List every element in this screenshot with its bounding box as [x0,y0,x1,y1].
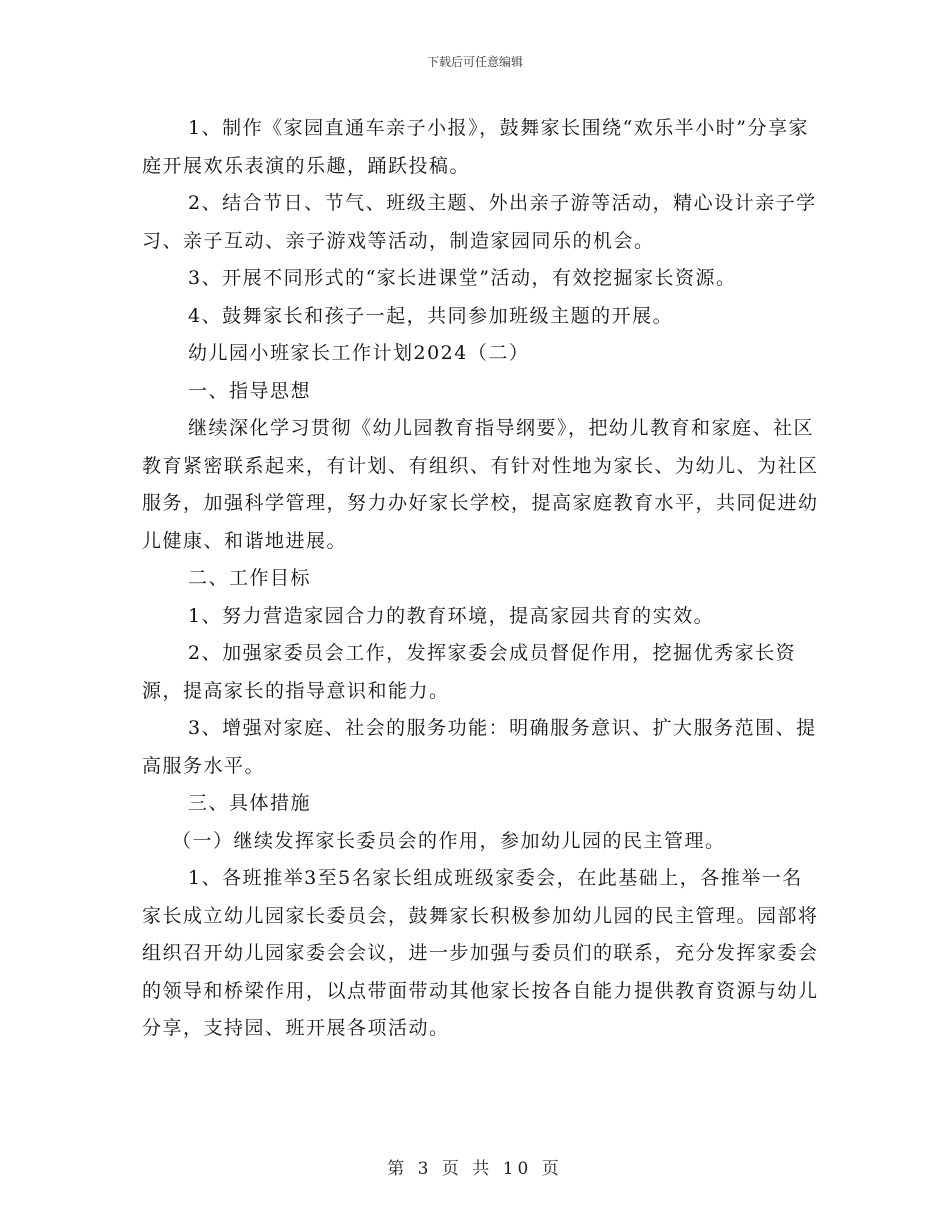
paragraph: 3、增强对家庭、社会的服务功能：明确服务意识、扩大服务范围、提高服务水平。 [142,717,817,777]
paragraph: 2、结合节日、节气、班级主题、外出亲子游等活动，精心设计亲子学习、亲子互动、亲子游戏等活动，制造家园同乐的机会。 [142,192,817,252]
document-body [142,110,822,1048]
paragraph: 1、制作《家园直通车亲子小报》，鼓舞家长围绕“欢乐半小时”分享家庭开展欢乐表演的乐趣，踊跃投稿。 [142,117,810,177]
section-title: 幼儿园小班家长工作计划2024（二） [188,342,530,364]
paragraph: 1、努力营造家园合力的教育环境，提高家园共育的实效。 [188,604,715,627]
section-heading: 一、指导思想 [188,379,312,402]
page-number: 第 3 页 共 10 页 [387,1159,563,1179]
paragraph: 2、加强家委员会工作，发挥家委会成员督促作用，挖掘优秀家长资源，提高家长的指导意识和能力。 [142,642,797,702]
subsection-heading: （一）继续发挥家长委员会的作用，参加幼儿园的民主管理。 [172,829,726,852]
paragraph: 1、各班推举3至5名家长组成班级家委会，在此基础上，各推举一名家长成立幼儿园家长委员会，鼓舞家长积极参加幼儿园的民主管理。园部将组织召开幼儿园家委会会议，进一步加强与委员们的联系，充分发挥家委会的领导和桥梁作用，以点带面带动其他家长按各自能力提供教育资源与幼儿分享，支持园、班开展各项活动。 [142,867,819,1039]
paragraph: 3、开展不同形式的“家长进课堂”活动，有效挖掘家长资源。 [188,267,737,289]
section-heading: 三、具体措施 [188,792,312,814]
paragraph: 继续深化学习贯彻《幼儿园教育指导纲要》，把幼儿教育和家庭、社区教育紧密联系起来，有计划、有组织、有针对性地为家长、为幼儿、为社区服务，加强科学管理，努力办好家长学校，提高家庭教育水平，共同促进幼儿健康、和谐地进展。 [142,417,819,552]
page-header: 下载后可任意编辑 [426,55,523,69]
section-heading: 二、工作目标 [188,567,312,589]
paragraph: 4、鼓舞家长和孩子一起，共同参加班级主题的开展。 [188,304,674,327]
